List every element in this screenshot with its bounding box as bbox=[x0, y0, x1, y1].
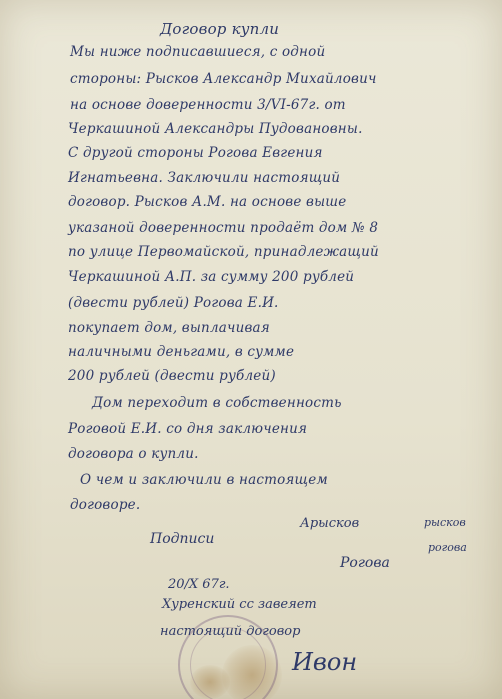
signatures-label: Подписи bbox=[150, 531, 215, 547]
text-line: покупает дом, выплачивая bbox=[68, 320, 270, 336]
signer-1-signature: Арысков bbox=[300, 516, 360, 531]
text-line: договоре. bbox=[70, 497, 141, 513]
certification-line: Хуренский сс завеяет bbox=[162, 597, 317, 612]
document-title: Договор купли bbox=[160, 20, 280, 38]
text-line: договора о купли. bbox=[68, 446, 199, 462]
text-line: стороны: Рысков Александр Михайлович bbox=[70, 71, 377, 87]
text-line: 200 рублей (двести рублей) bbox=[68, 368, 276, 384]
text-line: Черкашиной А.П. за сумму 200 рублей bbox=[68, 269, 355, 285]
signer-2-signature: Рогова bbox=[340, 555, 390, 571]
text-line: Дом переходит в собственность bbox=[92, 395, 342, 411]
text-line: (двести рублей) Рогова Е.И. bbox=[68, 295, 279, 311]
text-line: Черкашиной Александры Пудовановны. bbox=[68, 121, 363, 137]
date: 20/X 67г. bbox=[168, 577, 230, 592]
certification-line: настоящий договор bbox=[160, 624, 301, 639]
text-line: Мы ниже подписавшиеся, с одной bbox=[70, 44, 326, 60]
text-line: договор. Рысков А.М. на основе выше bbox=[68, 194, 347, 210]
signer-2-mark: рогова bbox=[428, 541, 467, 554]
text-line: по улице Первомайской, принадлежащий bbox=[68, 244, 379, 260]
text-line: Роговой Е.И. со дня заключения bbox=[68, 421, 308, 437]
official-signature: Ивон bbox=[292, 648, 358, 676]
text-line: наличными деньгами, в сумме bbox=[68, 344, 295, 360]
text-line: О чем и заключили в настоящем bbox=[80, 472, 328, 488]
text-line: указаной доверенности продаёт дом № 8 bbox=[68, 220, 379, 236]
signer-1-mark: рысков bbox=[424, 516, 466, 529]
text-line: С другой стороны Рогова Евгения bbox=[68, 145, 323, 161]
text-line: Игнатьевна. Заключили настоящий bbox=[68, 170, 341, 186]
text-line: на основе доверенности 3/VI-67г. от bbox=[70, 97, 346, 113]
